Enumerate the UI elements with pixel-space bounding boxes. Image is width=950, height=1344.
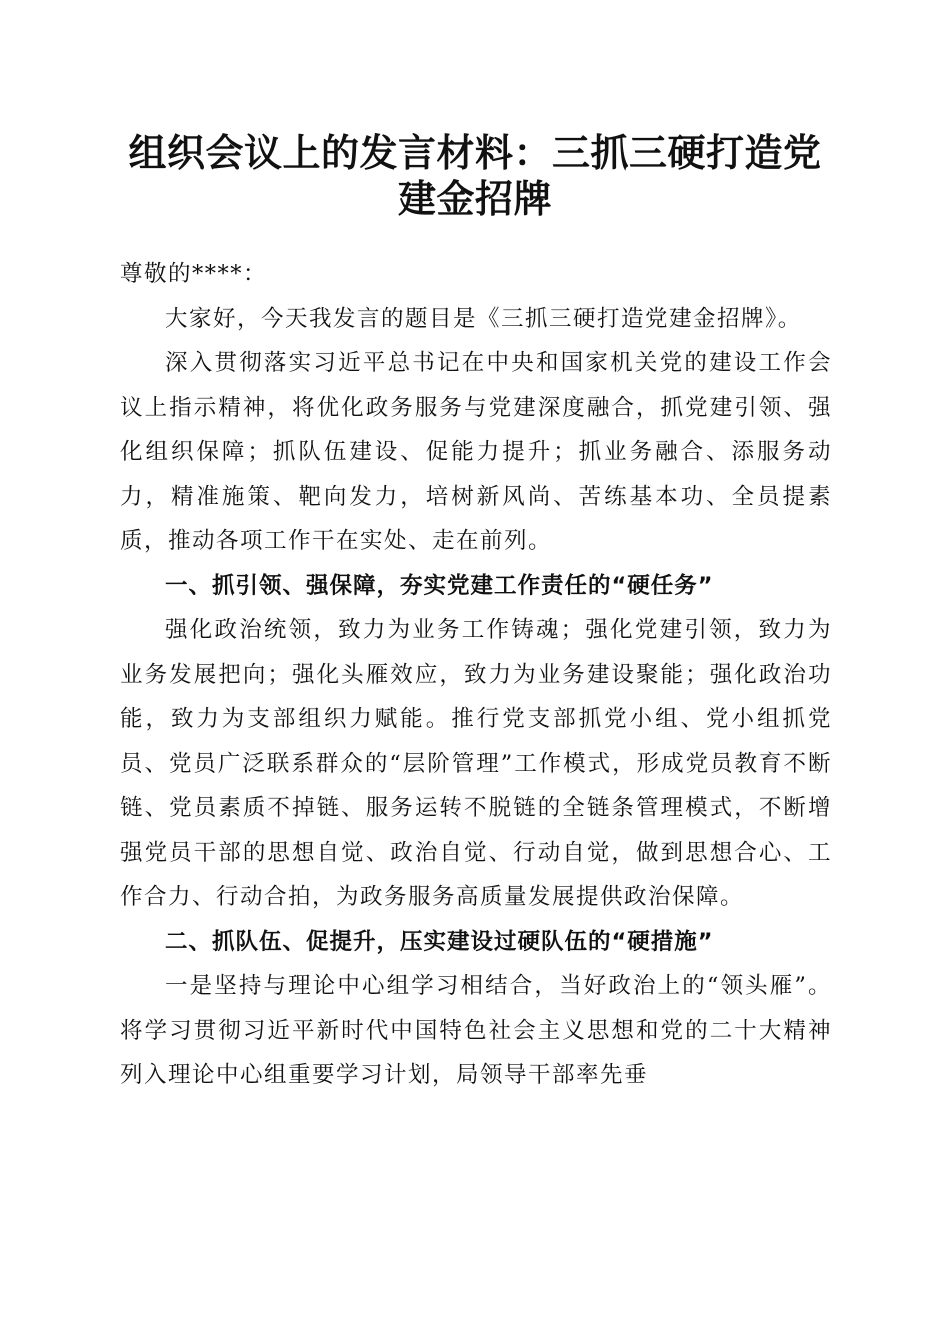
paragraph-overview: 深入贯彻落实习近平总书记在中央和国家机关党的建设工作会议上指示精神，将优化政务服务与党建深度融合，抓党建引领、强化组织保障；抓队伍建设、促能力提升；抓业务融合、添服务动力，精准施策、靶向发力，培树新风尚、苦练基本功、全员提素质，推动各项工作干在实处、走在前列。 bbox=[120, 350, 832, 554]
document-body bbox=[120, 252, 832, 1098]
paragraph-opening: 大家好，今天我发言的题目是《三抓三硬打造党建金招牌》。 bbox=[165, 305, 802, 332]
section-heading-1: 一、抓引领、强保障，夯实党建工作责任的“硬任务” bbox=[165, 572, 714, 599]
paragraph-section-1: 强化政治统领，致力为业务工作铸魂；强化党建引领，致力为业务发展把向；强化头雁效应，致力为业务建设聚能；强化政治功能，致力为支部组织力赋能。推行党支部抓党小组、党小组抓党员、党员广泛联系群众的“层阶管理”工作模式，形成党员教育不断链、党员素质不掉链、服务运转不脱链的全链条管理模式，不断增强党员干部的思想自觉、政治自觉、行动自觉，做到思想合心、工作合力、行动合拍，为政务服务高质量发展提供政治保障。 bbox=[120, 617, 832, 910]
section-heading-2: 二、抓队伍、促提升，压实建设过硬队伍的“硬措施” bbox=[165, 928, 714, 955]
paragraph-section-2: 一是坚持与理论中心组学习相结合，当好政治上的“领头雁”。将学习贯彻习近平新时代中国特色社会主义思想和党的二十大精神列入理论中心组重要学习计划，局领导干部率先垂 bbox=[120, 973, 832, 1088]
salutation: 尊敬的****： bbox=[120, 261, 268, 287]
document-title: 组织会议上的发言材料：三抓三硬打造党建金招牌 bbox=[128, 130, 822, 221]
